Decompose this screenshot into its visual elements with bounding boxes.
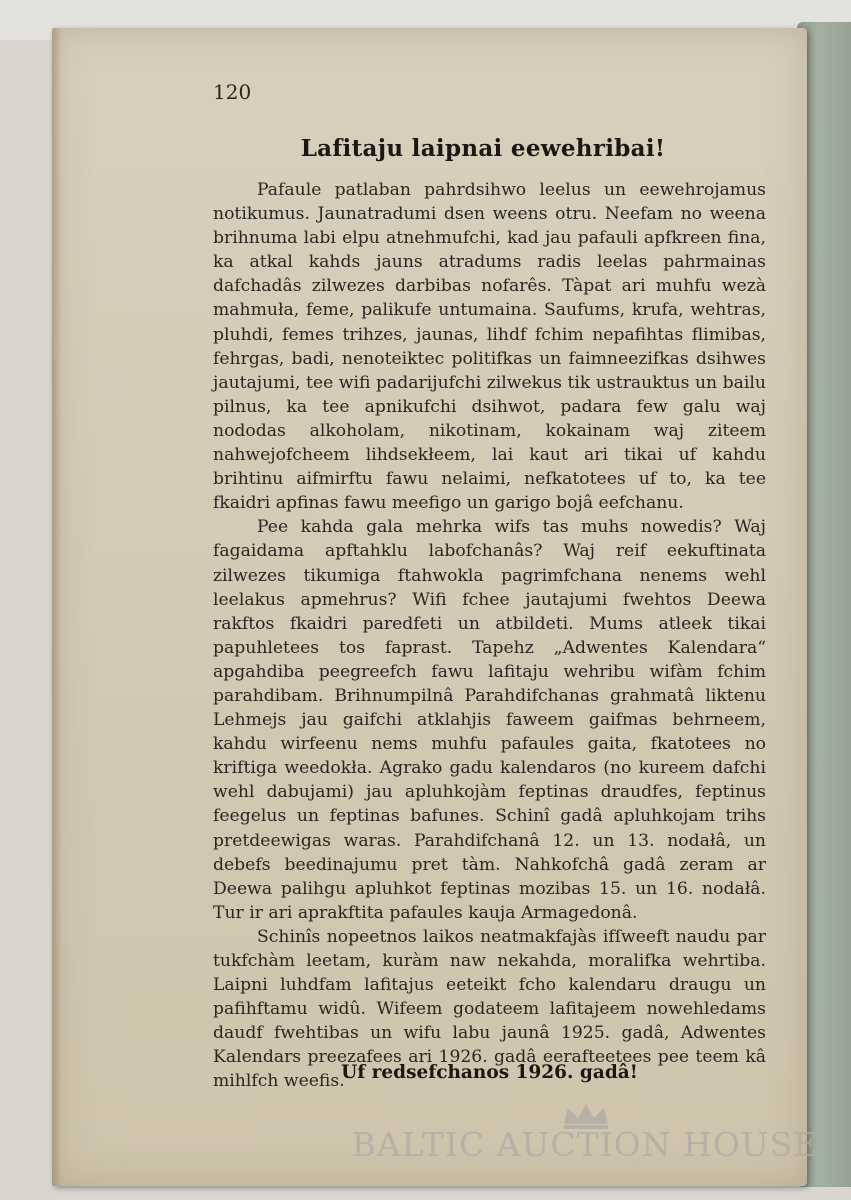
paragraph-1: Pafaule patlaban pahrdsihwo leelus un eewehrojamus notikumus. Jaunatradumi dsen weens otru. Neefam no weena brihnuma labi elpu atnehmufchi, kad jau pafauli apfkreen fina, ka atkal kahds jauns atradums radis leelas pahrmainas dafchadâs zilwezes darbibas nofarês. Tàpat ari muhfu wezà mahmuła, feme, palikufe untumaina. Saufums, krufa, wehtras, pluhdi, femes trihzes, jaunas, lihdf fchim nepafihtas flimibas, fehrgas, badi, nenoteiktec politifkas un faimneezifkas dsihwes jautajumi, tee wifi padarijufchi zilwekus tik ustrauktus un bailu pilnus, ka tee apnikufchi dsihwot, padara few galu waj nododas alkoholam, nikotinam, kokainam waj ziteem nahwejofcheem lihdsekłeem, lai kaut ari tikai uf kahdu brihtinu aifmirftu fawu nelaimi, nefkatotees uf to, ka tee fkaidri apfinas fawu meefigo un garigo bojâ eefchanu. <box>213 180 766 514</box>
page-edge-shadow <box>52 28 62 1186</box>
paragraph-2: Pee kahda gala mehrka wifs tas muhs nowedis? Waj fagaidama apftahklu labofchanâs? Waj reif eekuftinata zilwezes tikumiga ftahwokla pagrimfchana nenems wehl leelakus apmehrus? Wifi fchee jautajumi fwehtos Deewa rakftos fkaidri paredfeti un atbildeti. Mums atleek tikai papuhletees tos faprast. Tapehz „Adwentes Kalendara“ apgahdiba peegreefch fawu lafitaju wehribu wifàm fchim parahdibam. Brihnumpilnâ Parahdifchanas grahmatâ liktenu Lehmejs jau gaifchi atklahjis faweem gaifmas behrneem, kahdu wirfeenu nems muhfu pafaules gaita, fkatotees no kriftiga weedokła. Agrako gadu kalendaros (no kureem dafchi wehl dabujami) jau apluhkojàm feptinas draudfes, feptinus feegelus un feptinas bafunes. Schinî gadâ apluhkojam trihs pretdeewigas waras. Parahdifchanâ 12. un 13. nodałâ, un debefs beedinajumu pret tàm. Nahkofchâ gadâ zeram ar Deewa palihgu apluhkot feptinas mozibas 15. un 16. nodałâ. Tur ir ari aprakftita pafaules kauja Armagedonâ. <box>213 517 766 923</box>
paragraph-3: Schinîs nopeetnos laikos neatmakfajàs ifſweeft naudu par tukfchàm leetam, kuràm naw nekahda, moralifka wehrtiba. Laipni luhdfam lafitajus eeteikt fcho kalendaru draugu un pafihftamu widû. Wifeem godateem lafitajeem nowehledams daudf fwehtibas un wifu labu jaunâ 1925. gadâ, Adwentes Kalendars preezafees ari 1926. gadâ eerafteetees pee teem kâ mihlfch weefis. <box>213 926 766 1092</box>
closing-line: Uf redsefchanos 1926. gadâ! <box>341 1062 638 1083</box>
page-number: 120 <box>213 80 252 104</box>
watermark: BALTIC AUCTION HOUSE <box>351 1125 819 1164</box>
body-text <box>213 178 766 1094</box>
page-heading: Lafitaju laipnai eewehribai! <box>300 135 666 162</box>
